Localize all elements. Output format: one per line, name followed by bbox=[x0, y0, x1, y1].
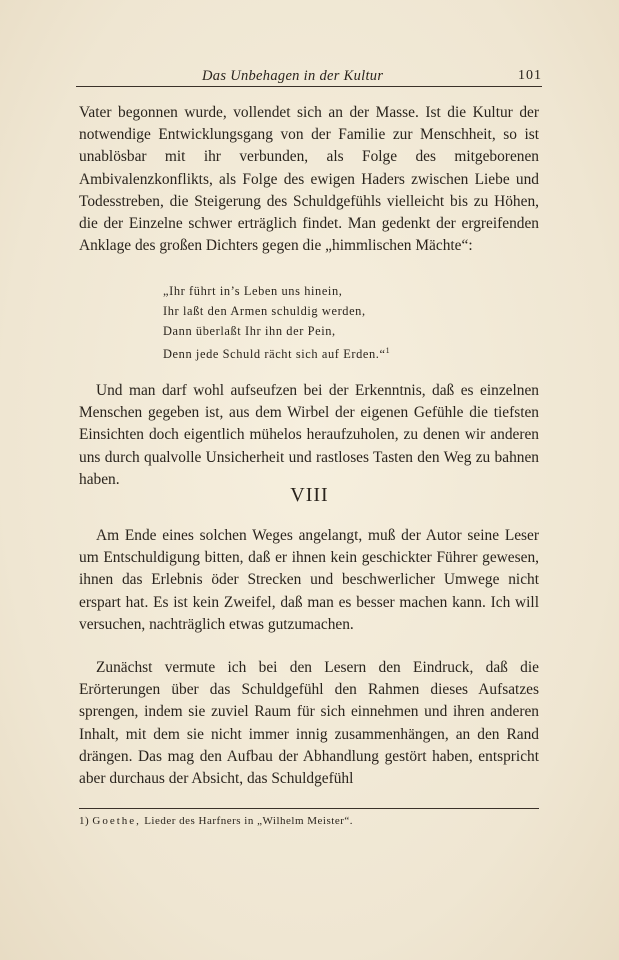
verse-line-4 bbox=[163, 341, 390, 364]
paragraph-3: Am Ende eines solchen Weges angelangt, muß der Autor seine Leser um Entschuldigung bitten, daß er ihnen kein geschickter Führer gewesen, ihnen das Erlebnis öder Strecken und beschwerlicher Umwege nicht erspart hat. Es ist kein Zweifel, daß man es besser machen kann. Ich will versuchen, nachträglich etwas gutzumachen. bbox=[79, 527, 539, 633]
page-number: 101 bbox=[518, 68, 542, 83]
footnote-marker: 1) bbox=[79, 815, 90, 827]
verse-line-4-text: Denn jede Schuld rächt sich auf Erden.“ bbox=[163, 347, 386, 362]
footnote-text: Lieder des Harfners in „Wilhelm Meister“. bbox=[144, 815, 354, 827]
footnote bbox=[79, 815, 353, 827]
verse-line-3: Dann überlaßt Ihr ihn der Pein, bbox=[163, 324, 336, 338]
paragraph-4: Zunächst vermute ich bei den Lesern den Eindruck, daß die Erörterungen über das Schuldgefühl den Rahmen dieses Aufsatzes sprengen, indem sie zuviel Raum für sich einnehmen und ihren anderen Inhalt, mit dem sie nicht immer innig zusammenhängen, an den Rand drängen. Das mag den Aufbau der Abhandlung gestört haben, entspricht aber durchaus der Absicht, das Schuldgefühl bbox=[79, 659, 539, 788]
paragraph-1: Vater begonnen wurde, vollendet sich an der Masse. Ist die Kultur der notwendige Entwicklungsgang von der Familie zur Menschheit, so ist unablösbar mit ihr verbunden, als Folge des mitgeborenen Ambivalenzkonflikts, als Folge des ewigen Haders zwischen Liebe und Todesstreben, die Steigerung des Schuldgefühls vielleicht bis zu Höhen, die der Einzelne schwer erträglich findet. Man gedenkt der ergreifenden Anklage des großen Dichters gegen die „himmlischen Mächte“: bbox=[79, 104, 539, 255]
footnote-divider bbox=[79, 808, 539, 809]
running-title: Das Unbehagen in der Kultur bbox=[202, 68, 384, 84]
footnote-author: Goethe, bbox=[92, 815, 141, 827]
running-header bbox=[76, 66, 542, 87]
section-heading: VIII bbox=[290, 484, 329, 506]
verse-line-2: Ihr laßt den Armen schuldig werden, bbox=[163, 304, 366, 318]
paragraph-2: Und man darf wohl aufseufzen bei der Erkenntnis, daß es einzelnen Menschen gegeben ist, aus dem Wirbel der eigenen Gefühle die tiefsten Einsichten doch eigentlich mühelos heraufzuholen, zu denen wir anderen uns durch qualvolle Unsicherheit und rastloses Tasten den Weg zu bahnen haben. bbox=[79, 382, 539, 488]
footnote-reference: 1 bbox=[385, 346, 391, 355]
verse-line-1: „Ihr führt in’s Leben uns hinein, bbox=[163, 284, 343, 298]
verse-quote bbox=[163, 281, 390, 364]
